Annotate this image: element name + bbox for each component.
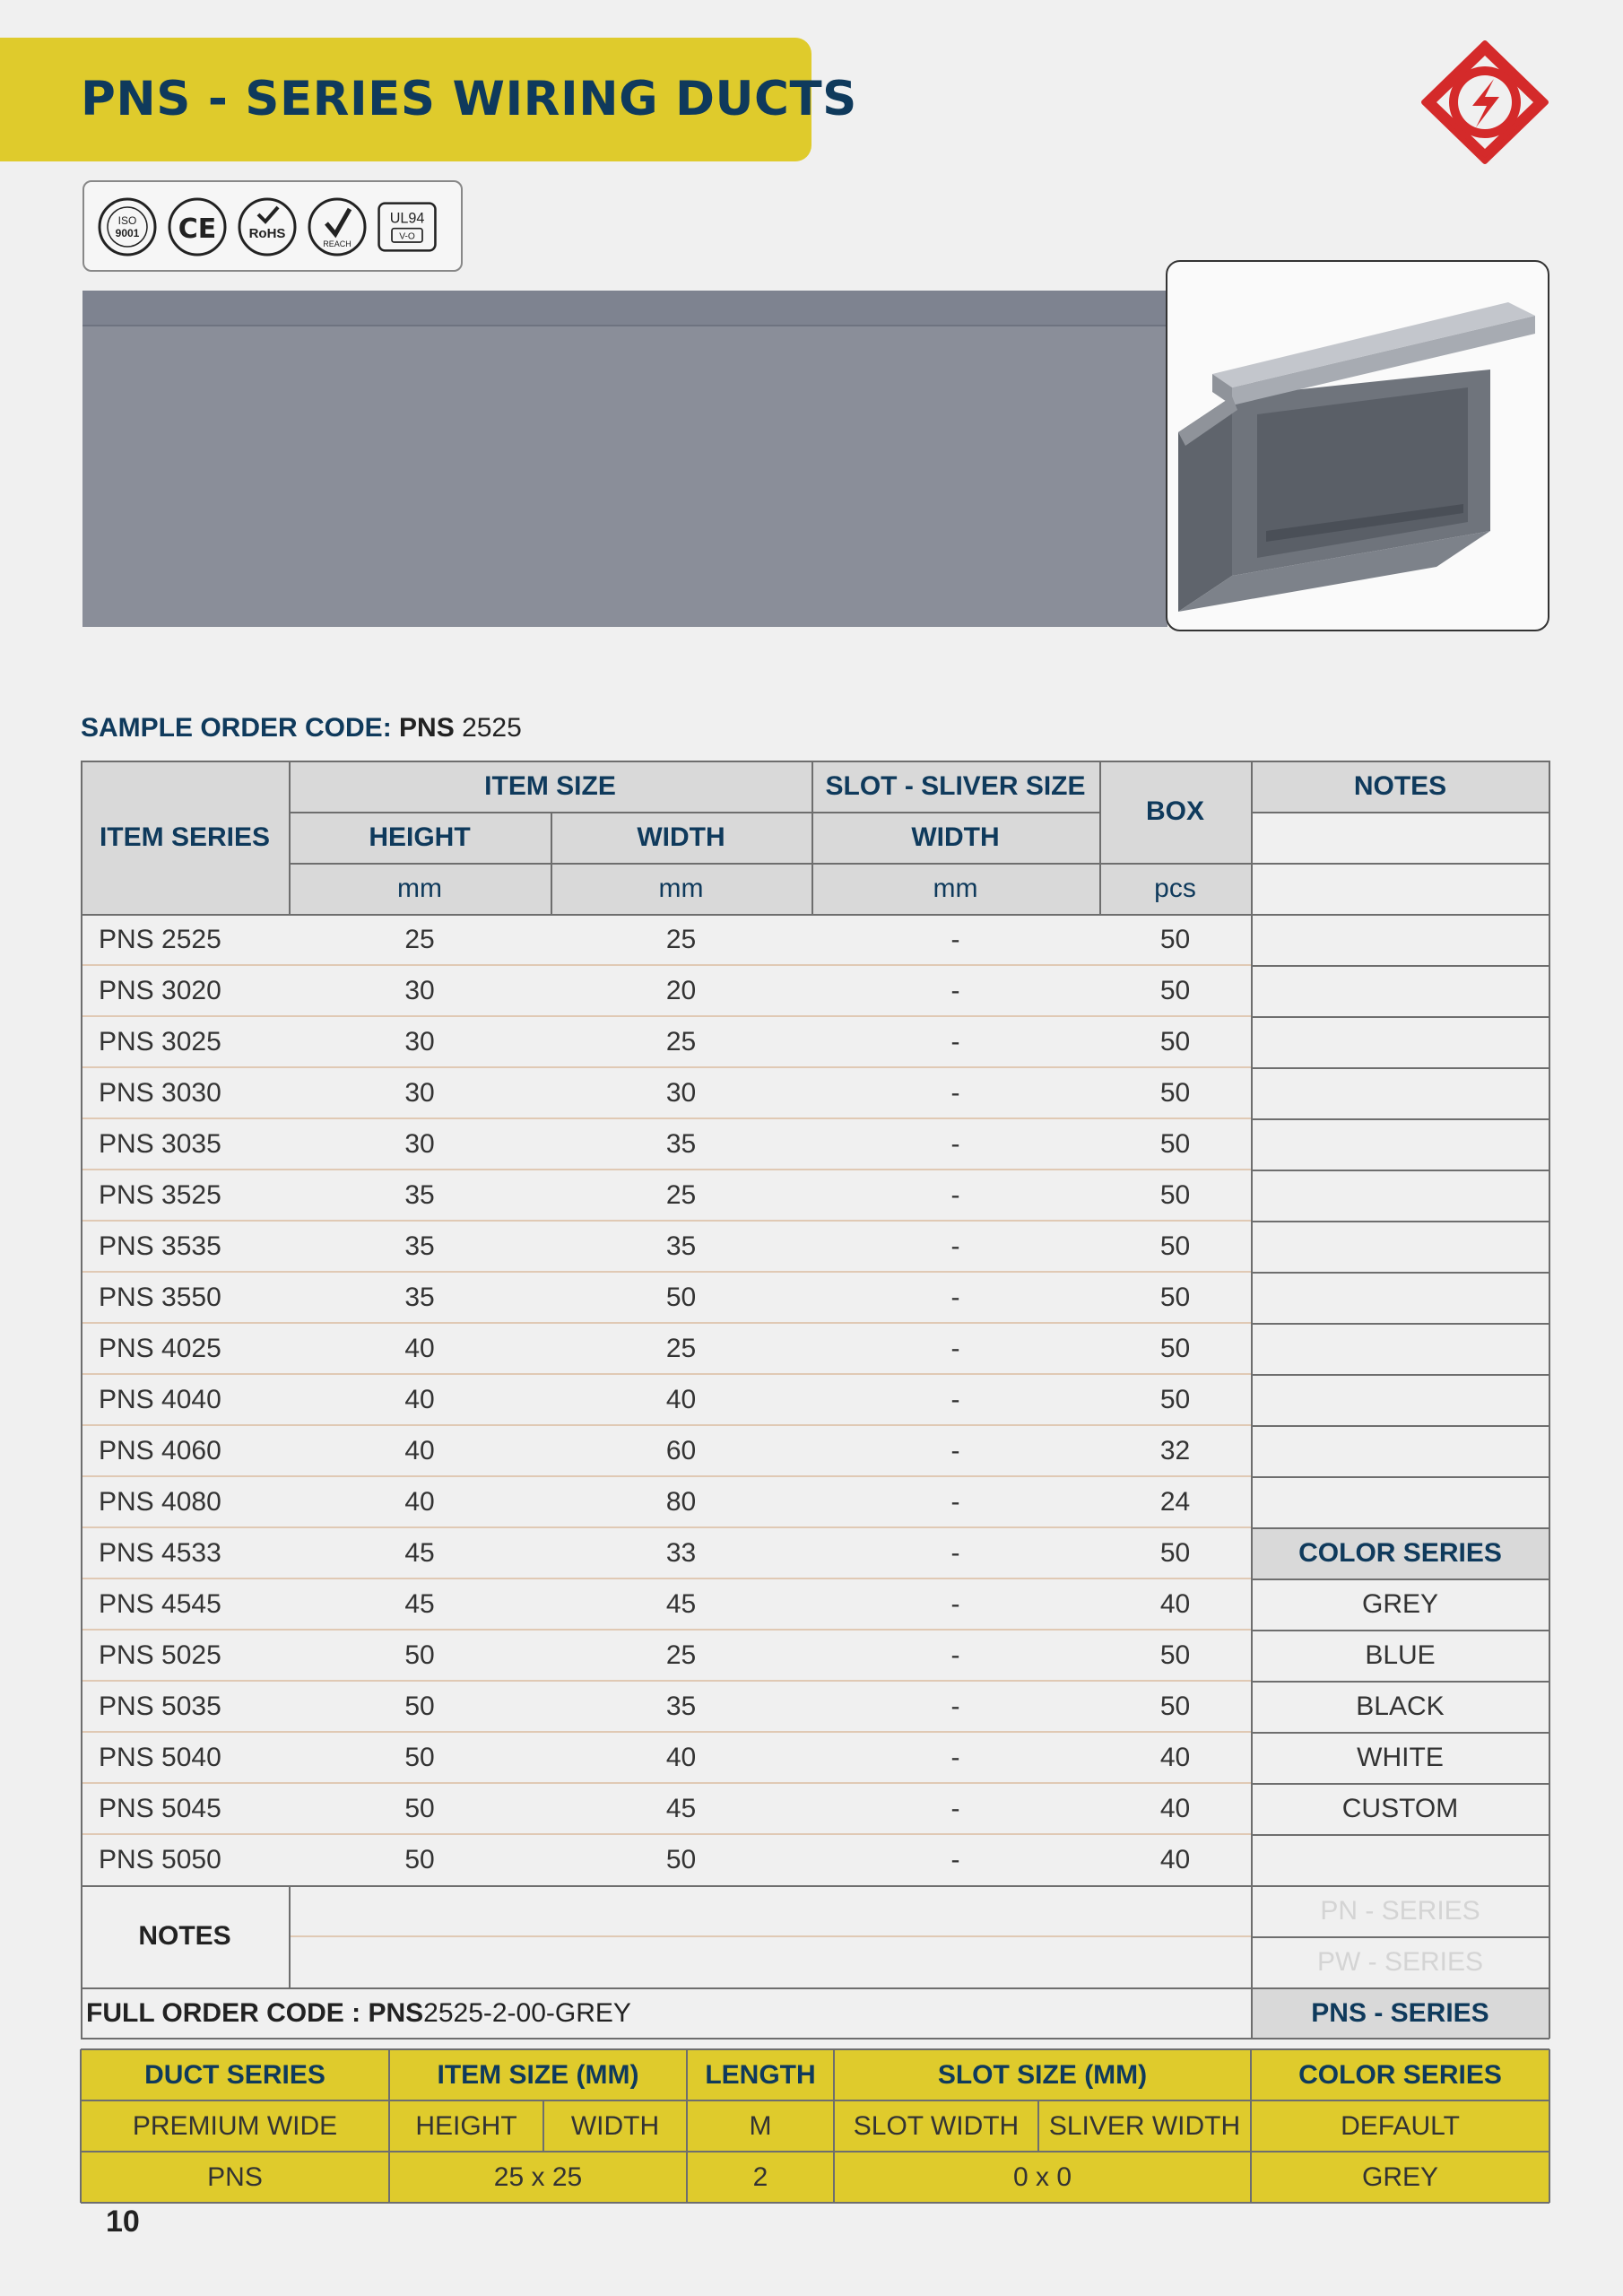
header-width: WIDTH: [551, 812, 812, 863]
row-item-series: PNS 3035: [99, 1128, 221, 1159]
row-slot-width: -: [950, 1588, 960, 1619]
row-box: 32: [1159, 1435, 1191, 1465]
row-slot-width: -: [950, 1537, 960, 1568]
row-divider: [81, 1629, 1251, 1631]
series-pns: PNS - SERIES: [1251, 1987, 1549, 2039]
row-slot-width: -: [950, 1026, 960, 1057]
order-table-line: [686, 2049, 688, 2203]
notes-row-line: [1251, 1936, 1549, 1938]
row-slot-width: -: [950, 975, 960, 1005]
header-divider: [1099, 761, 1101, 914]
row-slot-width: -: [950, 1639, 960, 1670]
row-slot-width: -: [950, 1333, 960, 1363]
order-value-length: 2: [687, 2152, 834, 2203]
row-divider: [81, 1220, 1251, 1222]
order-header: ITEM SIZE (MM): [389, 2049, 687, 2100]
notes-row-line: [1251, 1016, 1549, 1018]
row-height: 40: [404, 1435, 435, 1465]
order-value-slot: 0 x 0: [834, 2152, 1251, 2203]
notes-row-line: [1251, 1323, 1549, 1325]
order-sub-color: DEFAULT: [1251, 2100, 1549, 2152]
row-height: 50: [404, 1844, 435, 1874]
row-divider: [81, 1015, 1251, 1017]
row-height: 35: [404, 1179, 435, 1210]
order-table-line: [542, 2100, 544, 2152]
notes-row-line: [1251, 1067, 1549, 1069]
row-item-series: PNS 5040: [99, 1742, 221, 1772]
row-divider: [81, 1066, 1251, 1068]
row-divider: [81, 1526, 1251, 1528]
unit-box: pcs: [1099, 863, 1251, 914]
order-value-size: 25 x 25: [389, 2152, 687, 2203]
row-height: 30: [404, 1128, 435, 1159]
notes-row-line: [1251, 1374, 1549, 1376]
row-item-series: PNS 5035: [99, 1691, 221, 1721]
reach-icon: [307, 196, 368, 257]
row-divider: [81, 1833, 1251, 1835]
row-item-series: PNS 5025: [99, 1639, 221, 1670]
row-slot-width: -: [950, 1077, 960, 1108]
order-table-line: [833, 2049, 835, 2203]
row-box: 50: [1159, 1077, 1191, 1108]
row-width: 25: [665, 924, 697, 954]
row-width: 45: [665, 1588, 697, 1619]
order-table-line: [1250, 2049, 1252, 2203]
duct-image-banner: [82, 291, 1167, 627]
full-order-value: 2525-2-00-GREY: [423, 1997, 631, 2028]
order-header: COLOR SERIES: [1251, 2049, 1549, 2100]
row-width: 35: [665, 1128, 697, 1159]
order-header: LENGTH: [687, 2049, 834, 2100]
svg-text:CE: CE: [178, 213, 217, 245]
row-width: 40: [665, 1384, 697, 1414]
row-height: 40: [404, 1384, 435, 1414]
row-width: 25: [665, 1333, 697, 1363]
order-table-line: [81, 2151, 1549, 2152]
order-table-line: [80, 2049, 82, 2203]
row-width: 20: [665, 975, 697, 1005]
row-height: 50: [404, 1742, 435, 1772]
ce-mark-icon: [167, 196, 228, 257]
row-item-series: PNS 4025: [99, 1333, 221, 1363]
row-width: 50: [665, 1282, 697, 1312]
row-divider: [81, 1373, 1251, 1375]
row-item-series: PNS 3025: [99, 1026, 221, 1057]
product-image-panel: [1166, 260, 1549, 631]
svg-text:REACH: REACH: [323, 239, 352, 248]
order-table-line: [1549, 2049, 1550, 2203]
notes-row-line: [1251, 1476, 1549, 1478]
row-height: 35: [404, 1282, 435, 1312]
page-number: 10: [106, 2205, 140, 2239]
row-box: 50: [1159, 975, 1191, 1005]
row-divider: [81, 1118, 1251, 1119]
order-table-line: [388, 2049, 390, 2203]
header-height: HEIGHT: [289, 812, 551, 863]
header-divider: [551, 812, 552, 914]
row-item-series: PNS 3020: [99, 975, 221, 1005]
notes-row-line: [1251, 1118, 1549, 1120]
row-height: 25: [404, 924, 435, 954]
row-width: 35: [665, 1691, 697, 1721]
row-box: 50: [1159, 1333, 1191, 1363]
row-slot-width: -: [950, 1742, 960, 1772]
color-series-item: GREY: [1361, 1588, 1439, 1619]
sample-order-code: SAMPLE ORDER CODE: PNS 2525: [81, 713, 522, 743]
unit-width: mm: [551, 863, 812, 914]
order-header: DUCT SERIES: [81, 2049, 389, 2100]
duct-image-banner-top: [82, 291, 1167, 326]
header-divider: [81, 914, 1251, 916]
row-box: 50: [1159, 1282, 1191, 1312]
row-slot-width: -: [950, 1282, 960, 1312]
row-box: 50: [1159, 1537, 1191, 1568]
row-box: 50: [1159, 1128, 1191, 1159]
notes-label: NOTES: [138, 1921, 231, 1951]
row-height: 30: [404, 975, 435, 1005]
full-order-code: [81, 1987, 1251, 2039]
row-width: 60: [665, 1435, 697, 1465]
row-height: 50: [404, 1691, 435, 1721]
order-sub-height: HEIGHT: [389, 2100, 543, 2152]
row-item-series: PNS 5045: [99, 1793, 221, 1823]
notes-row-line: [1251, 965, 1549, 967]
notes-row-line: [1251, 812, 1549, 813]
notes-row-line: [1251, 1681, 1549, 1683]
notes-row-line: [1251, 1885, 1549, 1887]
row-divider: [81, 1680, 1251, 1682]
notes-block-line: [289, 1885, 291, 1987]
row-item-series: PNS 2525: [99, 924, 221, 954]
notes-row-line: [1251, 1221, 1549, 1222]
row-divider: [81, 1169, 1251, 1170]
full-order-label: FULL ORDER CODE : PNS: [86, 1997, 424, 2028]
order-sub-width: WIDTH: [543, 2100, 687, 2152]
header-divider: [289, 761, 291, 914]
row-slot-width: -: [950, 1179, 960, 1210]
table-border: [1549, 761, 1550, 2039]
row-width: 25: [665, 1179, 697, 1210]
order-table-line: [1037, 2100, 1039, 2152]
svg-text:V-O: V-O: [399, 231, 415, 242]
notes-row-line: [1251, 914, 1549, 916]
row-width: 33: [665, 1537, 697, 1568]
wiring-duct-icon: [1167, 262, 1548, 630]
notes-row-line: [1251, 1987, 1549, 1989]
row-item-series: PNS 4533: [99, 1537, 221, 1568]
row-item-series: PNS 3030: [99, 1077, 221, 1108]
row-slot-width: -: [950, 1435, 960, 1465]
notes-block-line: [81, 1885, 1251, 1887]
page-title: PNS - SERIES WIRING DUCTS: [81, 72, 857, 126]
table-border: [81, 761, 82, 2039]
notes-block-line: [81, 1987, 1251, 1989]
row-width: 35: [665, 1231, 697, 1261]
row-width: 50: [665, 1844, 697, 1874]
table-border: [81, 761, 1549, 762]
row-item-series: PNS 3550: [99, 1282, 221, 1312]
series-pn: PN - SERIES: [1320, 1895, 1480, 1926]
row-box: 40: [1159, 1844, 1191, 1874]
order-sub-length: M: [687, 2100, 834, 2152]
notes-row-line: [1251, 1834, 1549, 1836]
row-divider: [81, 1475, 1251, 1477]
order-header: SLOT SIZE (MM): [834, 2049, 1251, 2100]
row-height: 45: [404, 1537, 435, 1568]
row-item-series: PNS 3535: [99, 1231, 221, 1261]
row-box: 50: [1159, 1231, 1191, 1261]
order-table-line: [81, 2202, 1549, 2204]
row-box: 40: [1159, 1793, 1191, 1823]
row-box: 40: [1159, 1742, 1191, 1772]
row-divider: [289, 1935, 1251, 1937]
notes-row-line: [1251, 1630, 1549, 1631]
row-height: 40: [404, 1486, 435, 1517]
notes-row-line: [1251, 1783, 1549, 1785]
header-divider: [289, 812, 1099, 813]
notes-row-line: [1251, 1578, 1549, 1580]
header-item-series: ITEM SERIES: [81, 761, 289, 914]
row-box: 40: [1159, 1588, 1191, 1619]
header-slot-width: WIDTH: [812, 812, 1099, 863]
rohs-icon: [237, 196, 298, 257]
header-divider: [289, 863, 1099, 865]
svg-text:RoHS: RoHS: [248, 226, 286, 241]
notes-row-line: [1251, 1527, 1549, 1529]
row-box: 50: [1159, 1639, 1191, 1670]
row-slot-width: -: [950, 1486, 960, 1517]
row-divider: [81, 964, 1251, 966]
notes-row-line: [1251, 1425, 1549, 1427]
row-divider: [81, 1424, 1251, 1426]
row-width: 40: [665, 1742, 697, 1772]
brand-logo-icon: [1419, 39, 1551, 165]
row-item-series: PNS 4545: [99, 1588, 221, 1619]
row-divider: [81, 1782, 1251, 1784]
svg-text:9001: 9001: [115, 227, 140, 239]
row-width: 25: [665, 1026, 697, 1057]
ul94-v0-icon: [377, 196, 438, 257]
order-sub-duct: PREMIUM WIDE: [81, 2100, 389, 2152]
header-divider: [812, 761, 813, 914]
svg-text:ISO: ISO: [117, 214, 137, 227]
color-series-item: BLUE: [1365, 1639, 1436, 1670]
row-width: 80: [665, 1486, 697, 1517]
notes-row-line: [1251, 1732, 1549, 1734]
series-pw: PW - SERIES: [1316, 1946, 1484, 1977]
row-height: 35: [404, 1231, 435, 1261]
row-slot-width: -: [950, 1844, 960, 1874]
row-height: 30: [404, 1077, 435, 1108]
row-slot-width: -: [950, 1793, 960, 1823]
row-slot-width: -: [950, 1691, 960, 1721]
certifications-panel: [82, 180, 463, 272]
notes-row-line: [1251, 863, 1549, 865]
row-width: 30: [665, 1077, 697, 1108]
row-height: 45: [404, 1588, 435, 1619]
order-table-line: [81, 2048, 1549, 2050]
row-slot-width: -: [950, 1128, 960, 1159]
row-box: 50: [1159, 1691, 1191, 1721]
row-slot-width: -: [950, 924, 960, 954]
notes-divider: [1251, 761, 1253, 2039]
row-box: 50: [1159, 1026, 1191, 1057]
color-series-item: WHITE: [1357, 1742, 1444, 1772]
header-divider: [1099, 863, 1251, 865]
row-item-series: PNS 5050: [99, 1844, 221, 1874]
color-series-header: COLOR SERIES: [1251, 1527, 1549, 1578]
notes-row-line: [1251, 1170, 1549, 1171]
unit-slot: mm: [812, 863, 1099, 914]
header-slot-sliver-size: SLOT - SLIVER SIZE: [812, 761, 1099, 812]
row-width: 45: [665, 1793, 697, 1823]
order-sub-slot-width: SLOT WIDTH: [834, 2100, 1038, 2152]
order-table-line: [81, 2100, 1549, 2101]
color-series-item: CUSTOM: [1341, 1793, 1459, 1823]
row-box: 50: [1159, 1384, 1191, 1414]
row-item-series: PNS 4040: [99, 1384, 221, 1414]
row-divider: [81, 1322, 1251, 1324]
order-sub-sliver-width: SLIVER WIDTH: [1038, 2100, 1251, 2152]
row-item-series: PNS 4080: [99, 1486, 221, 1517]
iso-9001-icon: [97, 196, 158, 257]
header-item-size: ITEM SIZE: [289, 761, 812, 812]
row-divider: [81, 1578, 1251, 1579]
row-slot-width: -: [950, 1231, 960, 1261]
color-series-item: BLACK: [1356, 1691, 1445, 1721]
svg-text:UL94: UL94: [389, 210, 425, 227]
header-box: BOX: [1099, 761, 1251, 863]
row-box: 50: [1159, 924, 1191, 954]
table-border: [81, 2038, 1549, 2039]
row-item-series: PNS 4060: [99, 1435, 221, 1465]
row-box: 50: [1159, 1179, 1191, 1210]
order-value-duct: PNS: [81, 2152, 389, 2203]
row-width: 25: [665, 1639, 697, 1670]
row-height: 40: [404, 1333, 435, 1363]
order-value-color: GREY: [1251, 2152, 1549, 2203]
color-series-item: [1251, 1834, 1549, 1885]
row-height: 50: [404, 1639, 435, 1670]
unit-height: mm: [289, 863, 551, 914]
row-height: 30: [404, 1026, 435, 1057]
row-item-series: PNS 3525: [99, 1179, 221, 1210]
row-divider: [81, 1731, 1251, 1733]
row-slot-width: -: [950, 1384, 960, 1414]
row-height: 50: [404, 1793, 435, 1823]
notes-row-line: [1251, 1272, 1549, 1274]
row-divider: [81, 1271, 1251, 1273]
header-notes: NOTES: [1251, 761, 1549, 812]
row-box: 24: [1159, 1486, 1191, 1517]
